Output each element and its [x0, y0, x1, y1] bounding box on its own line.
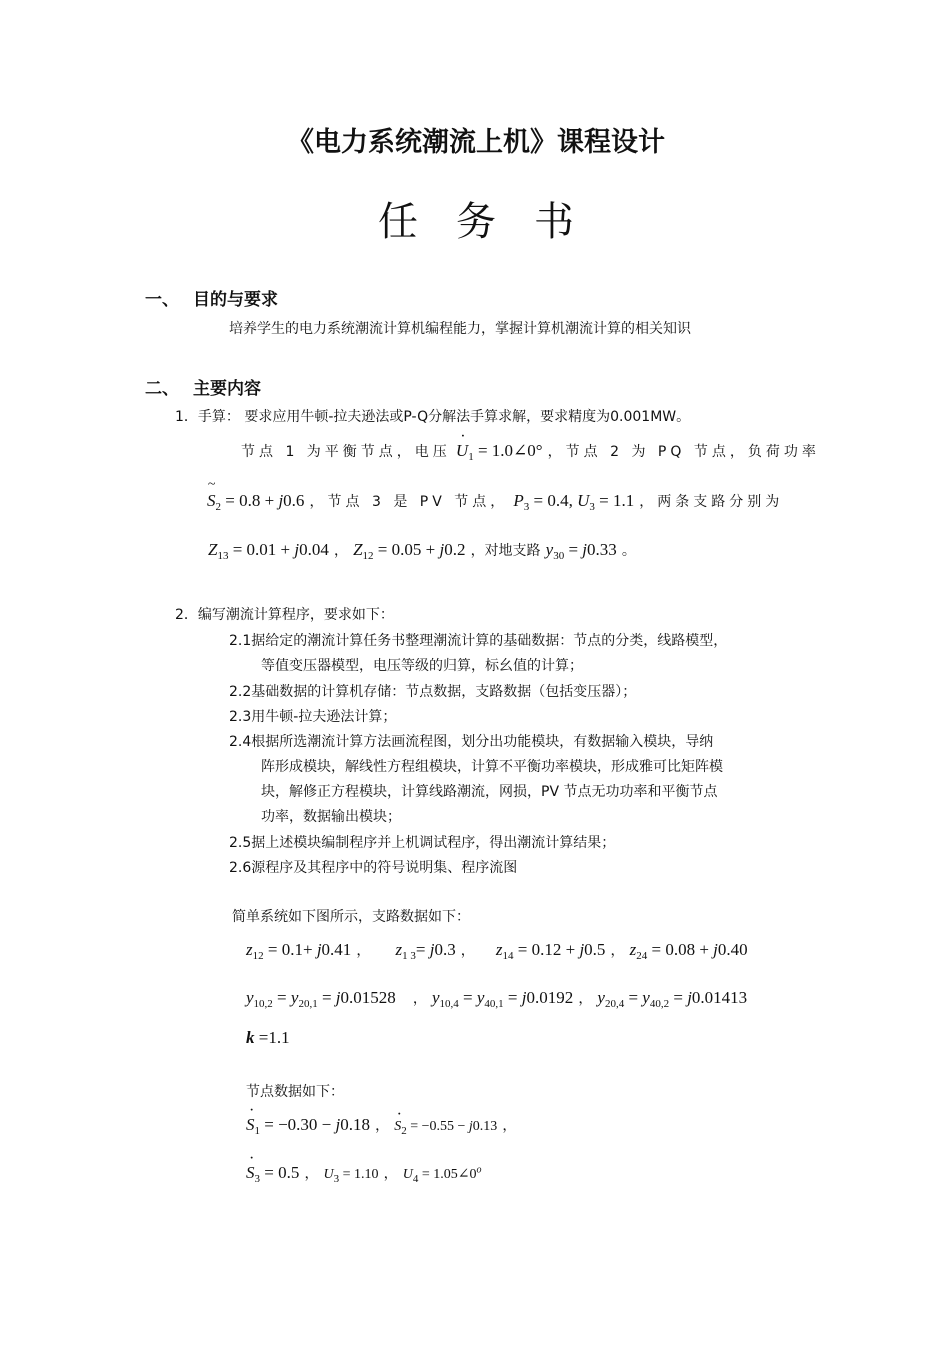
node-sep-1: ， [375, 1118, 390, 1134]
page-subtitle: 任务书 [378, 199, 612, 245]
item2-sub-1-cont: 等值变压器模型，电压等级的归算，标幺值的计算； [261, 658, 583, 674]
item2-sub-2: 2.2基础数据的计算机存储：节点数据，支路数据（包括变压器）； [229, 684, 637, 700]
pv-node3-formula: $P_3 = 0.4$, $U_3 = 1.1$ [513, 491, 635, 513]
node-s3-data: $S \cdot_3 = 0.5$ [246, 1163, 299, 1182]
branch-sep-2: ， [460, 943, 475, 959]
section1-heading: 目的与要求 [193, 290, 278, 310]
item2-label: 2．编写潮流计算程序，要求如下： [175, 607, 394, 623]
node-sep-3: ， [304, 1166, 319, 1182]
page-title: 《电力系统潮流上机》课程设计 [287, 127, 665, 158]
item1-line1-text-b: ，节点 2 为 PQ 节点，负荷功率 [547, 444, 820, 460]
node-s2-data: $S \cdot_2 = -0.55 - j0.13$ [394, 1119, 497, 1134]
section1-text: 培养学生的电力系统潮流计算机编程能力，掌握计算机潮流计算的相关知识 [229, 321, 691, 337]
voltage-u1-formula: $U \cdot_1$ = 1.0∠0° [456, 441, 543, 460]
item1-line3 [208, 540, 636, 560]
section1-number: 一、 [145, 290, 179, 310]
item2-sub-4-cont2: 块，解修正方程模块，计算线路潮流，网损，PV 节点无功功率和平衡节点 [261, 784, 718, 800]
shunt-y30-formula: $y_{30} = j0.33$ [545, 540, 617, 562]
item2-sub-6: 2.6源程序及其程序中的符号说明集、程序流图 [229, 860, 518, 876]
item1-line3-sep: ， [333, 543, 348, 559]
item2-sub-4: 2.4根据所选潮流计算方法画流程图，划分出功能模块，有数据输入模块，导纳 [229, 734, 714, 750]
node-intro: 节点数据如下： [246, 1084, 344, 1100]
node-u4-data: $U_4$ = $1.05\angle 0^o$ [402, 1164, 482, 1185]
item1-line1-text-a: 节点 1 为平衡节点，电压 [241, 444, 451, 460]
branch-z13-data: $z_{1 3}= j0.3$ [395, 940, 456, 962]
transformer-ratio [246, 1028, 290, 1048]
branch-z12-data: $z_{12} = 0.1+ j0.41$ [246, 940, 352, 962]
node-sep-4: ， [383, 1166, 398, 1182]
branch-z12-formula: $Z_{12} = 0.05 + j0.2$ [353, 540, 466, 562]
load-s2-formula: S $\sim_2 = 0.8 + j0.6$ [207, 491, 304, 510]
item1-line3-end: 。 [621, 543, 636, 559]
system-intro: 简单系统如下图所示，支路数据如下： [232, 909, 470, 925]
branch-data-line1 [246, 940, 748, 960]
node-s1-data: $S \cdot_1 = -0.30 - j0.18$ [246, 1115, 370, 1134]
shunt-y10-4-data: $y_{10,4} = y_{40,1} = j0.0192$ [431, 988, 574, 1010]
item1-line2-text-b: ，两条支路分别为 [639, 494, 784, 510]
branch-z24-data: $z_{24} = 0.08 + j0.40$ [629, 940, 748, 962]
branch-z13-formula: $Z_{13} = 0.01 + j0.04$ [208, 540, 329, 562]
section2-heading: 主要内容 [193, 379, 261, 399]
item2-sub-5: 2.5据上述模块编制程序并上机调试程序，得出潮流计算结果； [229, 835, 616, 851]
shunt-y10-2-data: $y_{10,2} = y_{20,1} = j0.01528$ [246, 988, 396, 1010]
item2-sub-3: 2.3用牛顿-拉夫逊法计算； [229, 709, 397, 725]
section2-number: 二、 [145, 379, 179, 399]
node-sep-2: ， [502, 1118, 517, 1134]
shunt-sep-1: ， [412, 991, 427, 1007]
item2-sub-4-cont1: 阵形成模块，解线性方程组模块，计算不平衡功率模块，形成雅可比矩阵模 [261, 759, 723, 775]
node-u3-data: $U_3 = 1.10$ [323, 1167, 379, 1185]
branch-sep-3: ， [610, 943, 625, 959]
branch-sep-1: ， [356, 943, 371, 959]
branch-data-line2 [246, 988, 747, 1008]
item2-sub-1: 2.1据给定的潮流计算任务书整理潮流计算的基础数据：节点的分类，线路模型， [229, 633, 728, 649]
item1-line1 [241, 441, 820, 461]
shunt-sep-2: ， [578, 991, 593, 1007]
item2-sub-4-cont3: 功率，数据输出模块； [261, 809, 401, 825]
item1-line2-text-a: ，节点 3 是 PV 节点， [309, 494, 509, 510]
node-data-line2 [246, 1163, 482, 1183]
node-data-line1 [246, 1115, 516, 1135]
item1-line2 [207, 491, 783, 511]
shunt-y20-4-data: $y_{20,4} = y_{40,2} = j0.01413$ [597, 988, 748, 1010]
branch-z14-data: $z_{14} = 0.12 + j0.5$ [495, 940, 606, 962]
ratio-k-data: k =1.1 [246, 1028, 290, 1047]
item1-line3-text-b: ，对地支路 [470, 543, 541, 559]
item1-label: 1．手算： 要求应用牛顿-拉夫逊法或P-Q分解法手算求解，要求精度为0.001MW。 [175, 409, 691, 425]
